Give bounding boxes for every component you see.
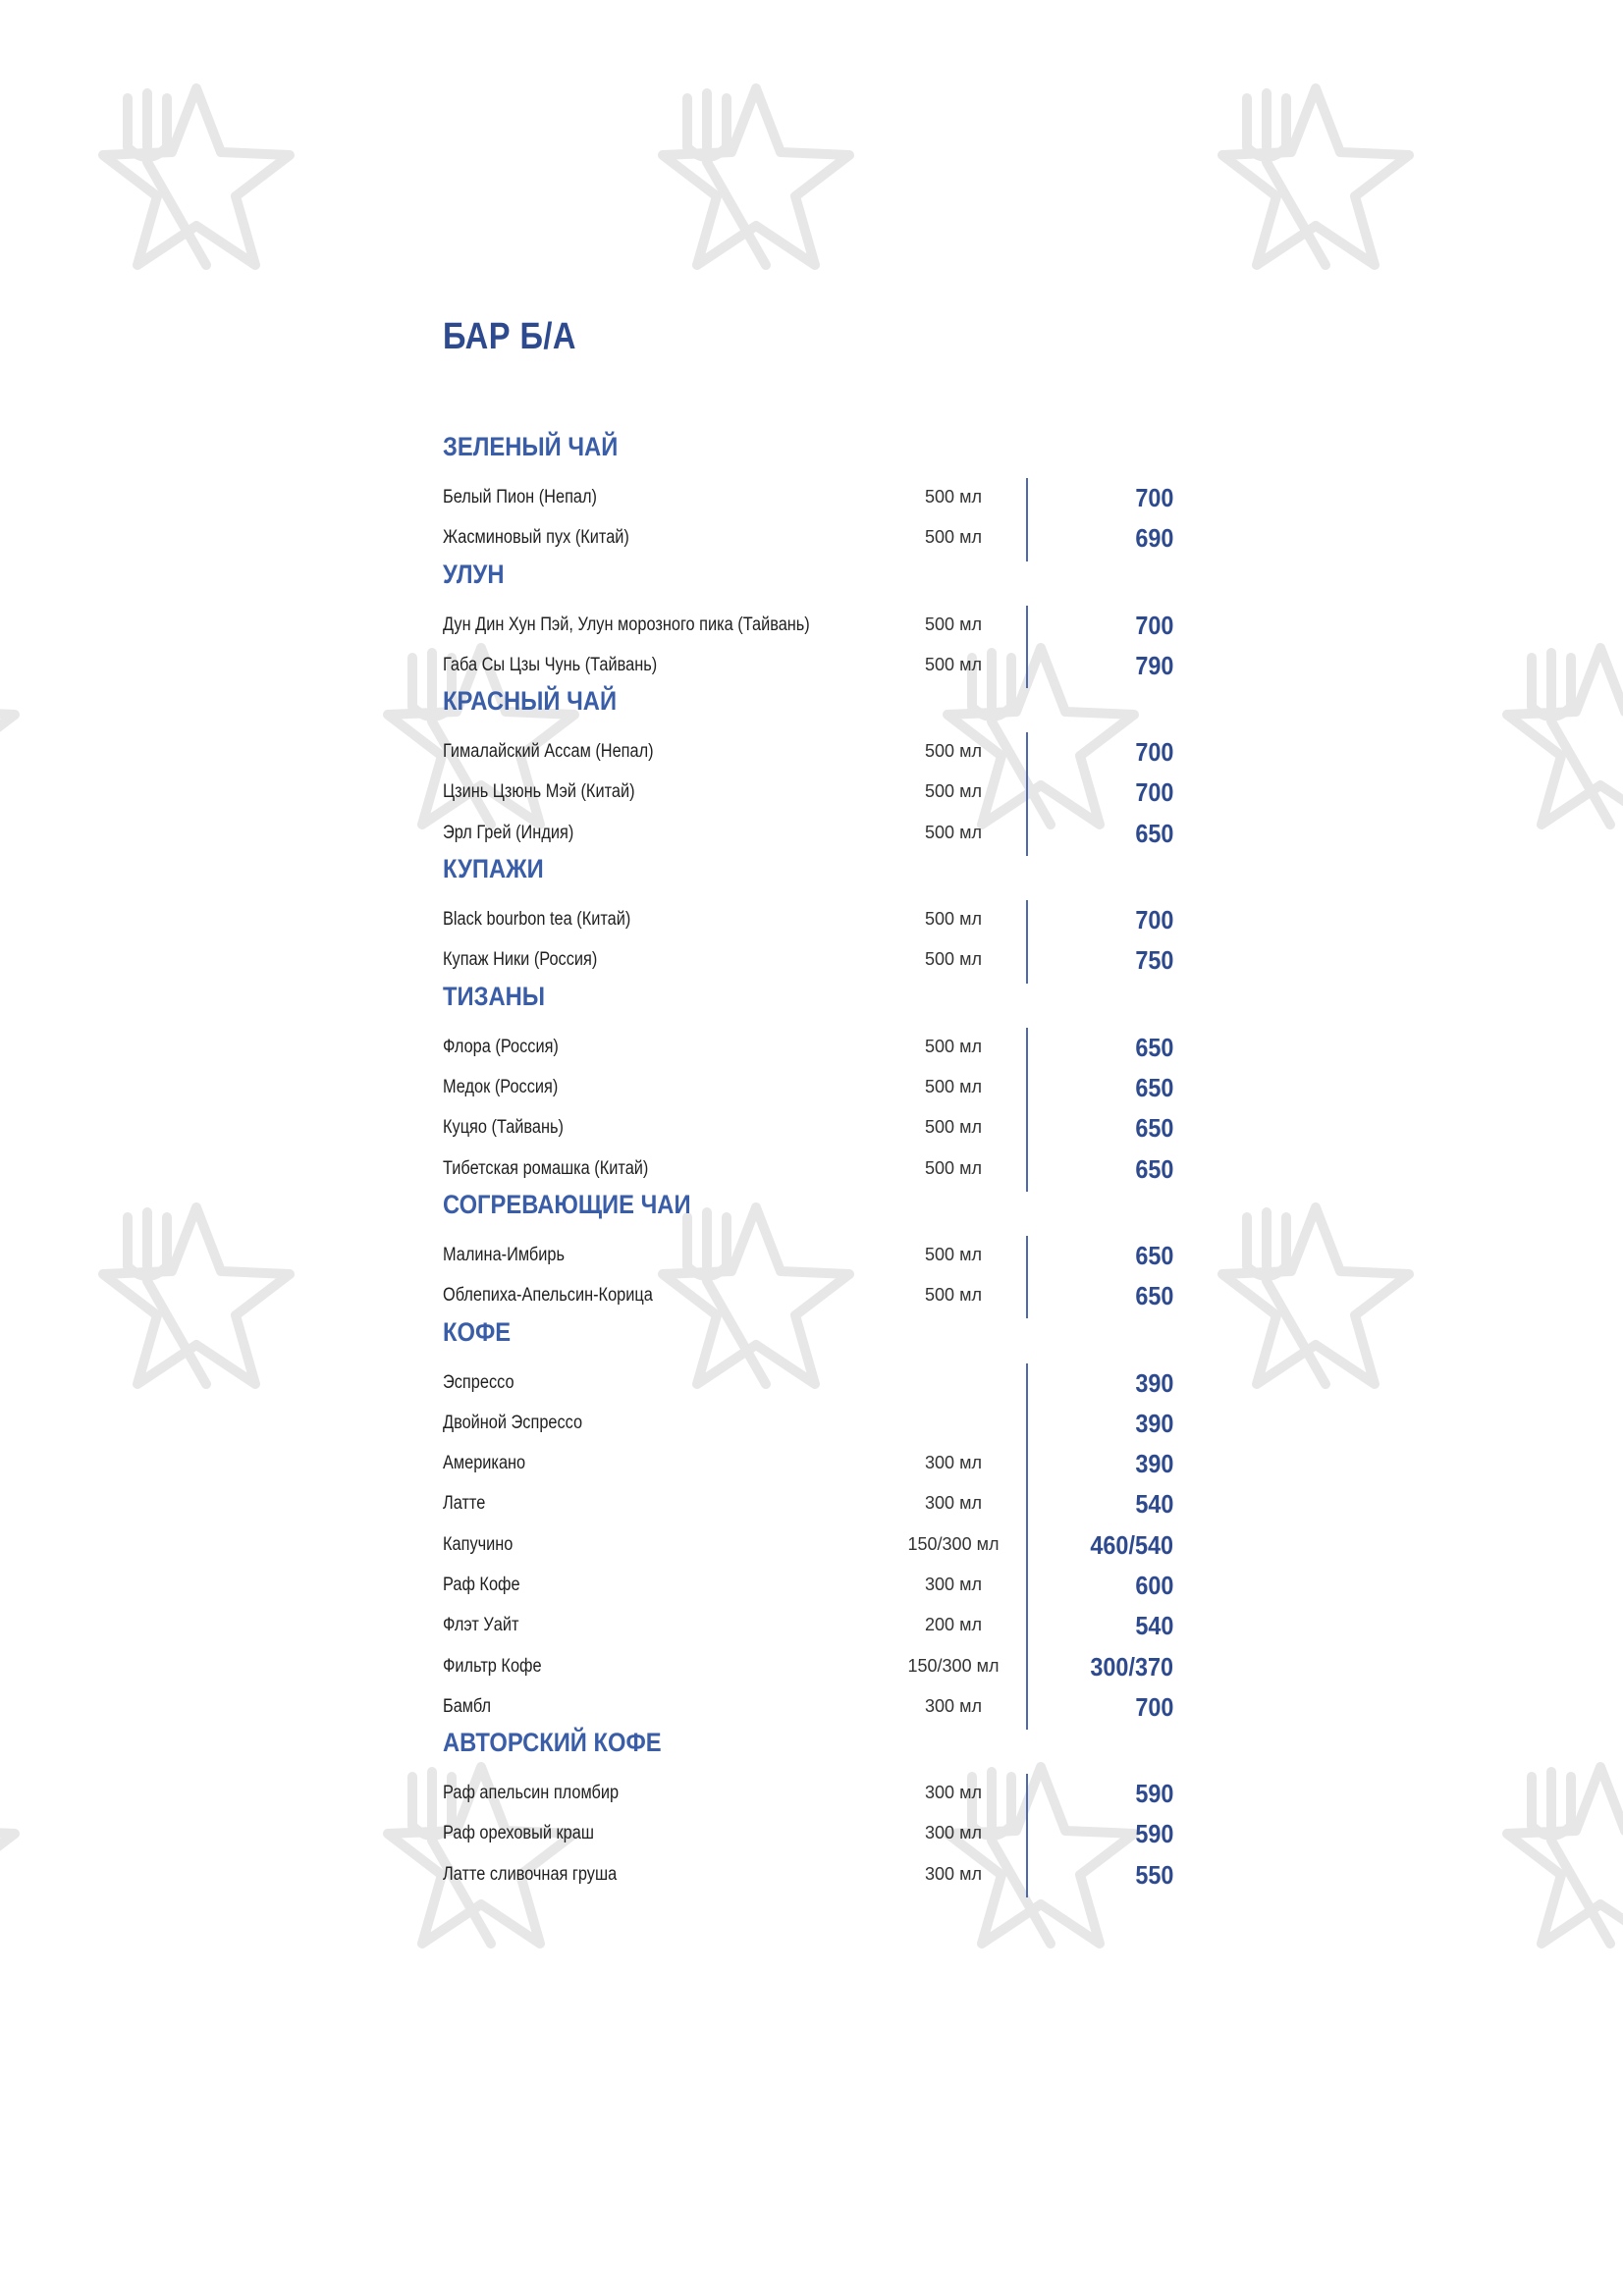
item-volume: 300 мл [925,1695,982,1716]
section-title: ТИЗАНЫ [443,981,546,1011]
item-price: 700 [1134,777,1173,808]
item-price: 650 [1134,1072,1173,1102]
menu-item [443,814,1189,854]
item-price: 650 [1134,1240,1173,1270]
item-name: Купаж Ники (Россия) [443,949,598,971]
item-volume: 150/300 мл [907,1655,1000,1676]
item-price: 650 [1134,818,1173,848]
item-volume: 300 мл [925,1783,982,1803]
item-name: Флэт Уайт [443,1615,519,1636]
item-name: Куцяо (Тайвань) [443,1117,564,1139]
item-price: 390 [1134,1408,1173,1438]
item-volume: 500 мл [925,527,982,548]
item-volume: 500 мл [925,654,982,674]
item-price: 700 [1134,905,1173,935]
watermark [0,1747,118,2042]
item-name: Black bourbon tea (Китай) [443,909,631,931]
item-name: Дун Дин Хун Пэй, Улун морозного пика (Тайвань) [443,614,810,635]
item-price: 460/540 [1090,1529,1173,1560]
item-volume: 500 мл [925,781,982,802]
item-name: Малина-Имбирь [443,1244,565,1265]
menu-item [443,1647,1189,1687]
item-volume: 200 мл [925,1615,982,1635]
section-title: ЗЕЛЕНЫЙ ЧАЙ [443,432,619,461]
section-title: СОГРЕВАЮЩИЕ ЧАИ [443,1189,691,1219]
item-name: Гималайский Ассам (Непал) [443,741,654,763]
item-price: 650 [1134,1281,1173,1311]
menu-item [443,518,1189,559]
item-volume: 500 мл [925,741,982,762]
item-name: Белый Пион (Непал) [443,487,597,507]
watermark [0,628,118,923]
item-volume: 500 мл [925,909,982,930]
item-price: 650 [1134,1032,1173,1062]
item-price: 590 [1134,1819,1173,1849]
menu-item [443,1484,1189,1524]
page-title: БАР Б/А [443,316,576,357]
item-price: 540 [1134,1489,1173,1520]
item-price: 550 [1134,1859,1173,1890]
item-volume: 500 мл [925,1117,982,1138]
item-volume: 500 мл [925,1036,982,1056]
menu-item [443,732,1189,773]
item-price: 300/370 [1090,1651,1173,1682]
menu-item [443,1028,1189,1068]
item-volume: 150/300 мл [907,1533,1000,1554]
section-title: УЛУН [443,559,505,589]
item-price: 540 [1134,1611,1173,1641]
menu-item [443,1444,1189,1484]
menu-item [443,900,1189,940]
menu-item [443,1687,1189,1728]
item-name: Цзинь Цзюнь Мэй (Китай) [443,781,635,803]
item-price: 650 [1134,1113,1173,1144]
watermark [1188,69,1512,363]
item-price: 600 [1134,1571,1173,1600]
watermark [69,1188,393,1482]
watermark [628,69,952,363]
item-name: Капучино [443,1533,514,1555]
watermark [1188,1188,1512,1482]
item-name: Облепиха-Апельсин-Корица [443,1285,653,1307]
item-name: Габа Сы Цзы Чунь (Тайвань) [443,654,658,675]
item-volume: 300 мл [925,1493,982,1514]
menu-item [443,1108,1189,1148]
item-price: 650 [1134,1153,1173,1184]
item-price: 790 [1134,650,1173,680]
item-name: Раф апельсин пломбир [443,1783,620,1804]
item-name: Жасминовый пух (Китай) [443,527,629,549]
menu-item [443,1236,1189,1276]
menu-item [443,1363,1189,1404]
item-volume: 300 мл [925,1823,982,1843]
item-price: 700 [1134,737,1173,768]
item-price: 700 [1134,1691,1173,1722]
section-title: КУПАЖИ [443,854,544,884]
watermark [1473,628,1623,923]
section-title: КРАСНЫЙ ЧАЙ [443,686,618,717]
item-price: 390 [1134,1367,1173,1398]
item-volume: 500 мл [925,822,982,842]
item-volume: 500 мл [925,1244,982,1264]
menu-item [443,1404,1189,1444]
menu-item [443,1566,1189,1606]
item-volume: 500 мл [925,1285,982,1306]
item-volume: 500 мл [925,949,982,970]
watermark [1473,1747,1623,2042]
item-name: Раф Кофе [443,1575,520,1595]
item-volume: 500 мл [925,1157,982,1178]
item-name: Медок (Россия) [443,1076,559,1097]
menu-item [443,773,1189,813]
item-name: Латте сливочная груша [443,1863,618,1885]
item-volume: 500 мл [925,1076,982,1096]
watermark [69,69,393,363]
item-name: Флора (Россия) [443,1036,559,1057]
menu-item [443,1525,1189,1566]
item-price: 590 [1134,1779,1173,1809]
menu-item [443,1276,1189,1316]
item-name: Тибетская ромашка (Китай) [443,1157,649,1179]
menu-item [443,940,1189,981]
menu-item [443,1814,1189,1854]
item-name: Раф ореховый краш [443,1823,594,1844]
item-name: Эспрессо [443,1371,514,1393]
item-name: Американо [443,1453,526,1474]
item-price: 700 [1134,483,1173,512]
menu-item [443,646,1189,686]
item-price: 750 [1134,945,1173,976]
menu-item [443,1068,1189,1108]
menu-item [443,606,1189,646]
menu-item [443,1149,1189,1190]
section-title: АВТОРСКИЙ КОФЕ [443,1728,662,1758]
item-name: Двойной Эспрессо [443,1412,583,1433]
item-price: 690 [1134,523,1173,554]
section-title: КОФЕ [443,1316,512,1347]
item-price: 700 [1134,610,1173,640]
item-name: Латте [443,1493,486,1515]
item-price: 390 [1134,1449,1173,1479]
item-volume: 500 мл [925,614,982,634]
menu-item [443,1855,1189,1896]
item-volume: 300 мл [925,1575,982,1594]
item-name: Фильтр Кофе [443,1655,542,1677]
item-volume: 500 мл [925,487,982,507]
menu-item [443,1606,1189,1646]
menu-item [443,1774,1189,1814]
item-volume: 300 мл [925,1453,982,1473]
item-volume: 300 мл [925,1863,982,1884]
item-name: Эрл Грей (Индия) [443,822,574,843]
item-name: Бамбл [443,1695,492,1717]
menu-item [443,478,1189,518]
